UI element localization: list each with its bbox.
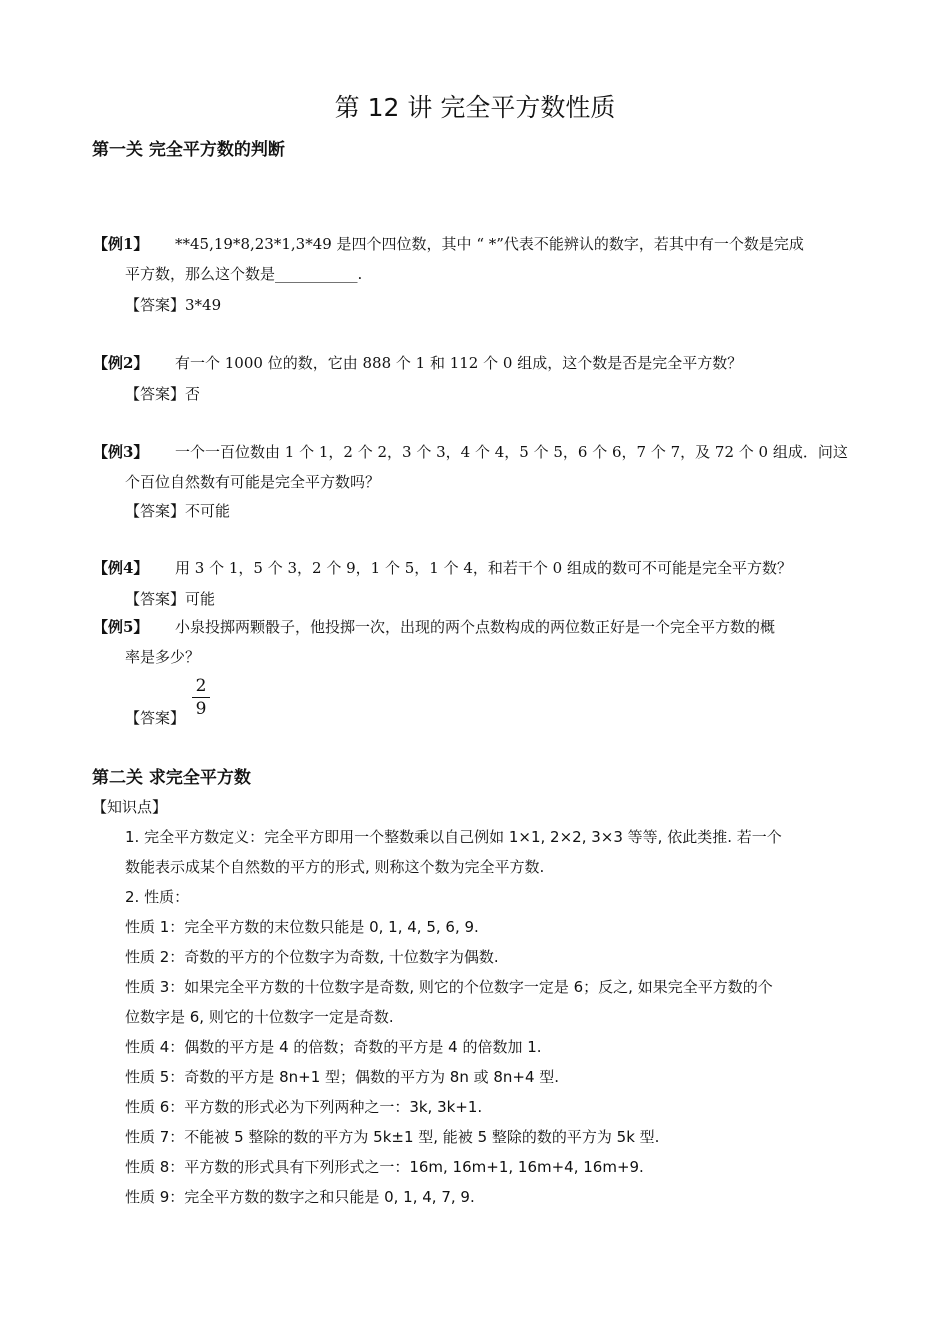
example1-tag: 【例1】 [93,235,149,253]
answer-label: 【答案】 [125,296,186,314]
example5-line1: 小泉投掷两颗骰子，他投掷一次，出现的两个点数构成的两位数正好是一个完全平方数的概 [175,618,776,636]
example5-answer-fraction [192,676,210,719]
example2-answer [125,383,200,405]
property-8: 性质 8：平方数的形式具有下列形式之一：16m, 16m+1, 16m+4, 16m+9. [125,1158,644,1176]
property-1: 性质 1：完全平方数的末位数只能是 0, 1, 4, 5, 6, 9. [125,918,479,936]
example2-line1: 有一个 1000 位的数，它由 888 个 1 和 112 个 0 组成，这个数是否是完全平方数？ [175,354,743,372]
property-9: 性质 9：完全平方数的数字之和只能是 0, 1, 4, 7, 9. [125,1188,475,1206]
example3-line1: 一个一百位数由 1 个 1，2 个 2，3 个 3，4 个 4，5 个 5，6 个 6，7 个 7，及 72 个 0 组成．问这 [175,443,848,461]
section1-heading: 第一关 完全平方数的判断 [92,140,285,160]
example3-tag: 【例3】 [93,443,149,461]
example2-tag: 【例2】 [93,354,149,372]
section2-heading: 第二关 求完全平方数 [92,768,251,788]
example1-answer [125,294,221,316]
answer-value: 3*49 [185,296,222,314]
example1-line1: **45,19*8,23*1,3*49 是四个四位数，其中 “ *”代表不能辨认的数字，若其中有一个数是完成 [175,235,804,253]
example4-line1: 用 3 个 1，5 个 3，2 个 9，1 个 5，1 个 4，和若干个 0 组成的数可不可能是完全平方数？ [175,559,792,577]
example4-answer [125,588,215,610]
property-2: 性质 2：奇数的平方的个位数字为奇数, 十位数字为偶数. [125,948,499,966]
property-3-line2: 位数字是 6, 则它的十位数字一定是奇数. [125,1008,394,1026]
example3-answer [125,500,230,522]
knowledge-line-2: 数能表示成某个自然数的平方的形式, 则称这个数为完全平方数. [125,858,545,876]
answer-label: 【答案】 [125,590,186,608]
example3-line2: 个百位自然数有可能是完全平方数吗？ [125,473,381,491]
property-3-line1: 性质 3：如果完全平方数的十位数字是奇数, 则它的个位数字一定是 6；反之, 如果完全平方数的个 [125,978,773,996]
knowledge-line-1: 1. 完全平方数定义：完全平方即用一个整数乘以自己例如 1×1, 2×2, 3×3 等等, 依此类推. 若一个 [125,828,782,846]
example4-tag: 【例4】 [93,559,149,577]
example1-line2: 平方数，那么这个数是___________. [125,265,363,283]
property-6: 性质 6：平方数的形式必为下列两种之一：3k, 3k+1. [125,1098,483,1116]
answer-value: 可能 [185,590,216,608]
property-7: 性质 7：不能被 5 整除的数的平方为 5k±1 型, 能被 5 整除的数的平方为 5k 型. [125,1128,660,1146]
page-title: 第 12 讲 完全平方数性质 [334,93,616,122]
example5-tag: 【例5】 [93,618,149,636]
fraction-numerator: 2 [195,676,207,696]
knowledge-label: 【知识点】 [92,798,168,816]
fraction-bar [192,697,210,698]
property-4: 性质 4：偶数的平方是 4 的倍数；奇数的平方是 4 的倍数加 1. [125,1038,542,1056]
fraction-denominator: 9 [195,699,207,719]
answer-label: 【答案】 [125,385,186,403]
answer-value: 不可能 [185,502,231,520]
property-5: 性质 5：奇数的平方是 8n+1 型；偶数的平方为 8n 或 8n+4 型. [125,1068,560,1086]
knowledge-line-3: 2. 性质： [125,888,190,906]
example5-line2: 率是多少？ [125,648,201,666]
answer-label: 【答案】 [125,502,186,520]
example5-answer-label: 【答案】 [125,709,186,727]
answer-value: 否 [185,385,201,403]
